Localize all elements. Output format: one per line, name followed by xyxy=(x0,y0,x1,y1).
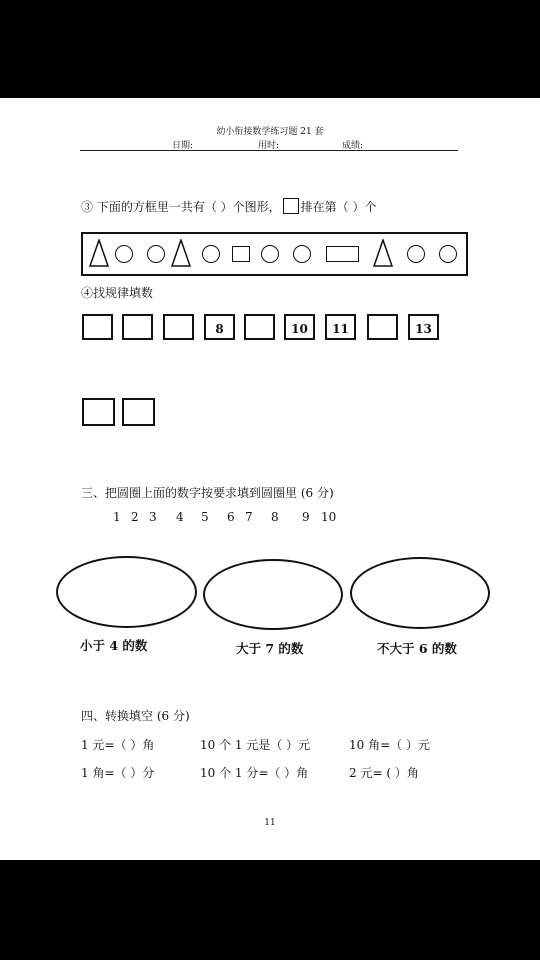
header-rule xyxy=(80,150,458,151)
conversion-item: 1 元=（ ）角 xyxy=(81,738,155,752)
blank-number-box[interactable] xyxy=(122,314,153,340)
circle-shape xyxy=(293,245,311,263)
caption-not-greater-than-6: 不大于 6 的数 xyxy=(377,641,457,656)
conversion-item: 10 个 1 元是（ ）元 xyxy=(200,738,311,752)
answer-oval-not-greater-than-6[interactable] xyxy=(350,557,490,629)
rectangle-shape xyxy=(326,246,359,262)
blank-number-box[interactable] xyxy=(367,314,398,340)
number-box: 11 xyxy=(325,314,356,340)
conversion-item: 10 个 1 分=（ ）角 xyxy=(200,766,309,780)
conversion-item: 10 角=（ ）元 xyxy=(349,738,430,752)
triangle-shape xyxy=(171,239,191,267)
number-2: 2 xyxy=(131,510,139,524)
number-box: 13 xyxy=(408,314,439,340)
blank-number-box[interactable] xyxy=(244,314,275,340)
worksheet-page xyxy=(0,98,540,860)
q3-prompt xyxy=(81,198,376,215)
number-6: 6 xyxy=(227,510,235,524)
caption-greater-than-7: 大于 7 的数 xyxy=(236,641,304,656)
answer-oval-less-than-4[interactable] xyxy=(56,556,197,628)
conversion-item: 1 角=（ ）分 xyxy=(81,766,155,780)
page-number: 11 xyxy=(264,818,276,828)
score-label: 成绩: xyxy=(342,141,364,151)
number-box: 8 xyxy=(204,314,235,340)
shape-row-box xyxy=(81,232,468,276)
blank-number-box[interactable] xyxy=(82,314,113,340)
time-label: 用时: xyxy=(258,141,280,151)
section3-title: 三、把圆圈上面的数字按要求填到圆圈里 (6 分) xyxy=(81,486,334,500)
blank-number-box[interactable] xyxy=(163,314,194,340)
number-10: 10 xyxy=(321,510,337,524)
q3-text-a: ③ 下面的方框里一共有（ ）个图形， xyxy=(81,200,281,214)
caption-less-than-4: 小于 4 的数 xyxy=(80,638,148,653)
blank-number-box[interactable] xyxy=(122,398,155,426)
number-5: 5 xyxy=(201,510,209,524)
number-3: 3 xyxy=(149,510,157,524)
number-1: 1 xyxy=(113,510,121,524)
number-box: 10 xyxy=(284,314,315,340)
square-shape xyxy=(232,246,250,262)
q3-text-b: 排在第（ ）个 xyxy=(300,200,377,214)
circle-shape xyxy=(407,245,425,263)
number-7: 7 xyxy=(245,510,253,524)
circle-shape xyxy=(439,245,457,263)
blank-number-box[interactable] xyxy=(82,398,115,426)
triangle-shape xyxy=(373,239,393,267)
answer-oval-greater-than-7[interactable] xyxy=(203,559,343,630)
circle-shape xyxy=(261,245,279,263)
date-label: 日期: xyxy=(172,141,194,151)
q4-title: ④找规律填数 xyxy=(81,286,154,300)
number-4: 4 xyxy=(176,510,184,524)
conversion-item: 2 元= ( ）角 xyxy=(349,766,419,780)
circle-shape xyxy=(147,245,165,263)
worksheet-title: 幼小衔接数学练习题 21 套 xyxy=(216,127,324,137)
number-8: 8 xyxy=(271,510,279,524)
number-9: 9 xyxy=(302,510,310,524)
circle-shape xyxy=(202,245,220,263)
square-shape-icon xyxy=(283,198,299,214)
section4-title: 四、转换填空 (6 分) xyxy=(81,709,190,723)
circle-shape xyxy=(115,245,133,263)
triangle-shape xyxy=(89,239,109,267)
